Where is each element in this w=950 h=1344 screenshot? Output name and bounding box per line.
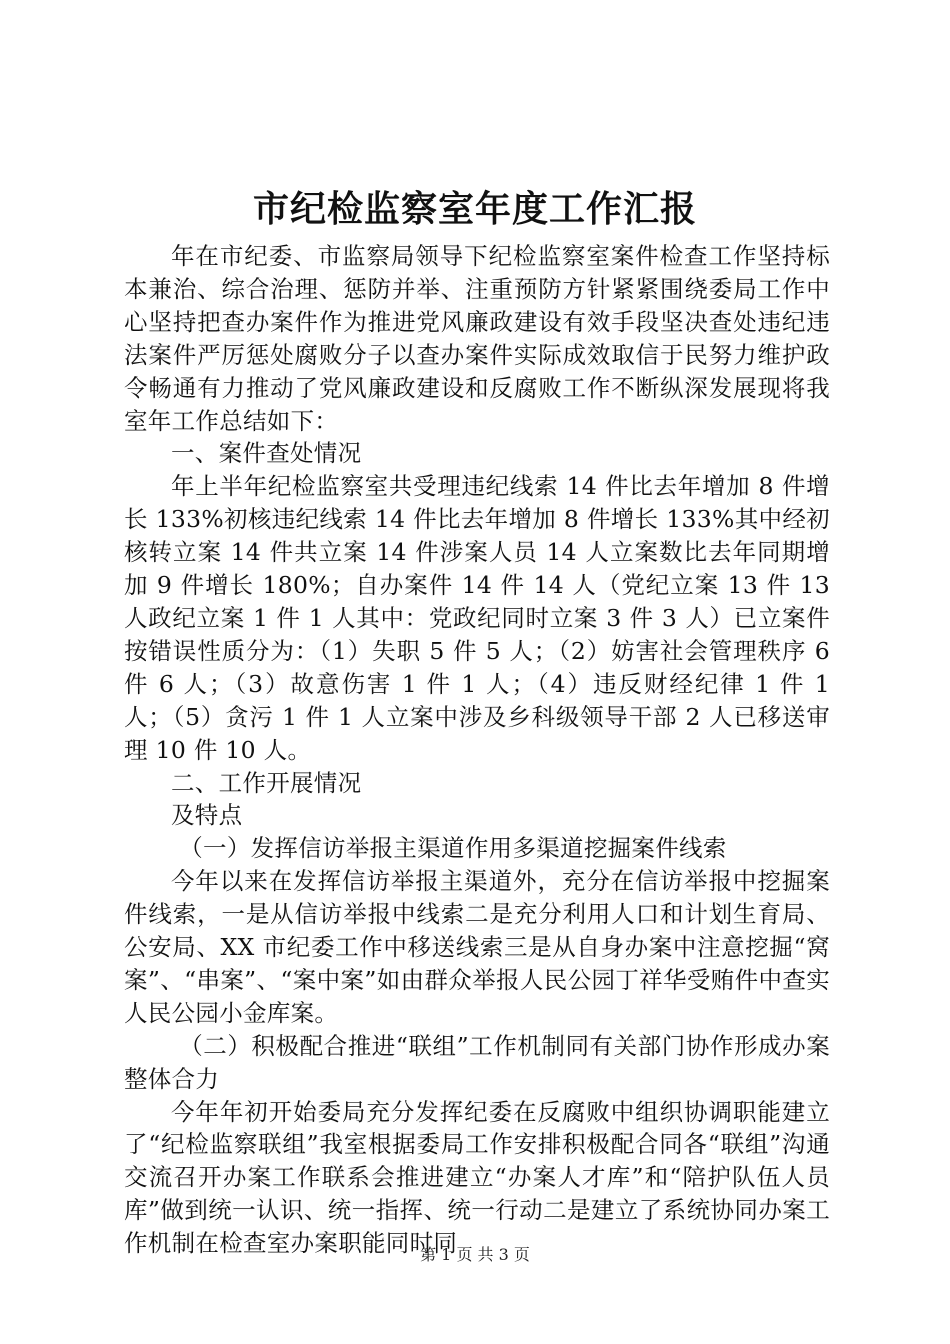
intro-paragraph: 年在市纪委、市监察局领导下纪检监察室案件检查工作坚持标本兼治、综合治理、惩防并举、注重预防方针紧紧围绕委局工作中心坚持把查办案件作为推进党风廉政建设有效手段坚决查处违纪违法案件严厉惩处腐败分子以查办案件实际成效取信于民努力维护政令畅通有力推动了党风廉政建设和反腐败工作不断纵深发展现将我室年工作总结如下：: [124, 242, 830, 435]
subsection-heading-2: （二）积极配合推进“联组”工作机制同有关部门协作形成办案整体合力: [124, 1031, 830, 1093]
document-title: 市纪检监察室年度工作汇报: [252, 188, 697, 230]
subsection-2-paragraph: 今年年初开始委局充分发挥纪委在反腐败中组织协调职能建立了“纪检监察联组”我室根据委局工作安排积极配合同各“联组”沟通交流召开办案工作联系会推进建立“办案人才库”和“陪护队伍人员库”做到统一认识、统一指挥、统一行动二是建立了系统协同办案工作机制在检查室办案职能同时同: [124, 1097, 830, 1258]
subsection-1-paragraph: 今年以来在发挥信访举报主渠道外，充分在信访举报中挖掘案件线索，一是从信访举报中线索二是充分利用人口和计划生育局、公安局、XX 市纪委工作中移送线索三是从自身办案中注意挖掘“窝案”、“串案”、“案中案”如由群众举报人民公园丁祥华受贿件中查实人民公园小金库案。: [124, 867, 830, 1027]
section-heading-work-progress: 二、工作开展情况: [171, 768, 362, 797]
subsection-heading-1: （一）发挥信访举报主渠道作用多渠道挖掘案件线索: [179, 834, 727, 863]
case-statistics-paragraph: 年上半年纪检监察室共受理违纪线索 14 件比去年增加 8 件增长 133%初核违纪线索 14 件比去年增加 8 件增长 133%其中经初核转立案 14 件共立案 14 件涉案人员 14 人立案数比去年同期增加 9 件增长 180%；自办案件 14 件 14 人（党纪立案 13 件 13 人政纪立案 1 件 1 人其中：党政纪同时立案 3 件 3 人）已立案件按错误性质分为：（1）失职 5 件 5 人；（2）妨害社会管理秩序 6 件 6 人；（3）故意伤害 1 件 1 人；（4）违反财经纪律 1 件 1 人；（5）贪污 1 件 1 人立案中涉及乡科级领导干部 2 人已移送审理 10 件 10 人。: [124, 472, 830, 764]
section-heading-case-handling: 一、案件查处情况: [171, 439, 362, 468]
page-number-footer: 第 1 页 共 3 页: [420, 1245, 530, 1264]
document-body: [124, 240, 830, 1260]
section-heading-features: 及特点: [171, 801, 243, 830]
